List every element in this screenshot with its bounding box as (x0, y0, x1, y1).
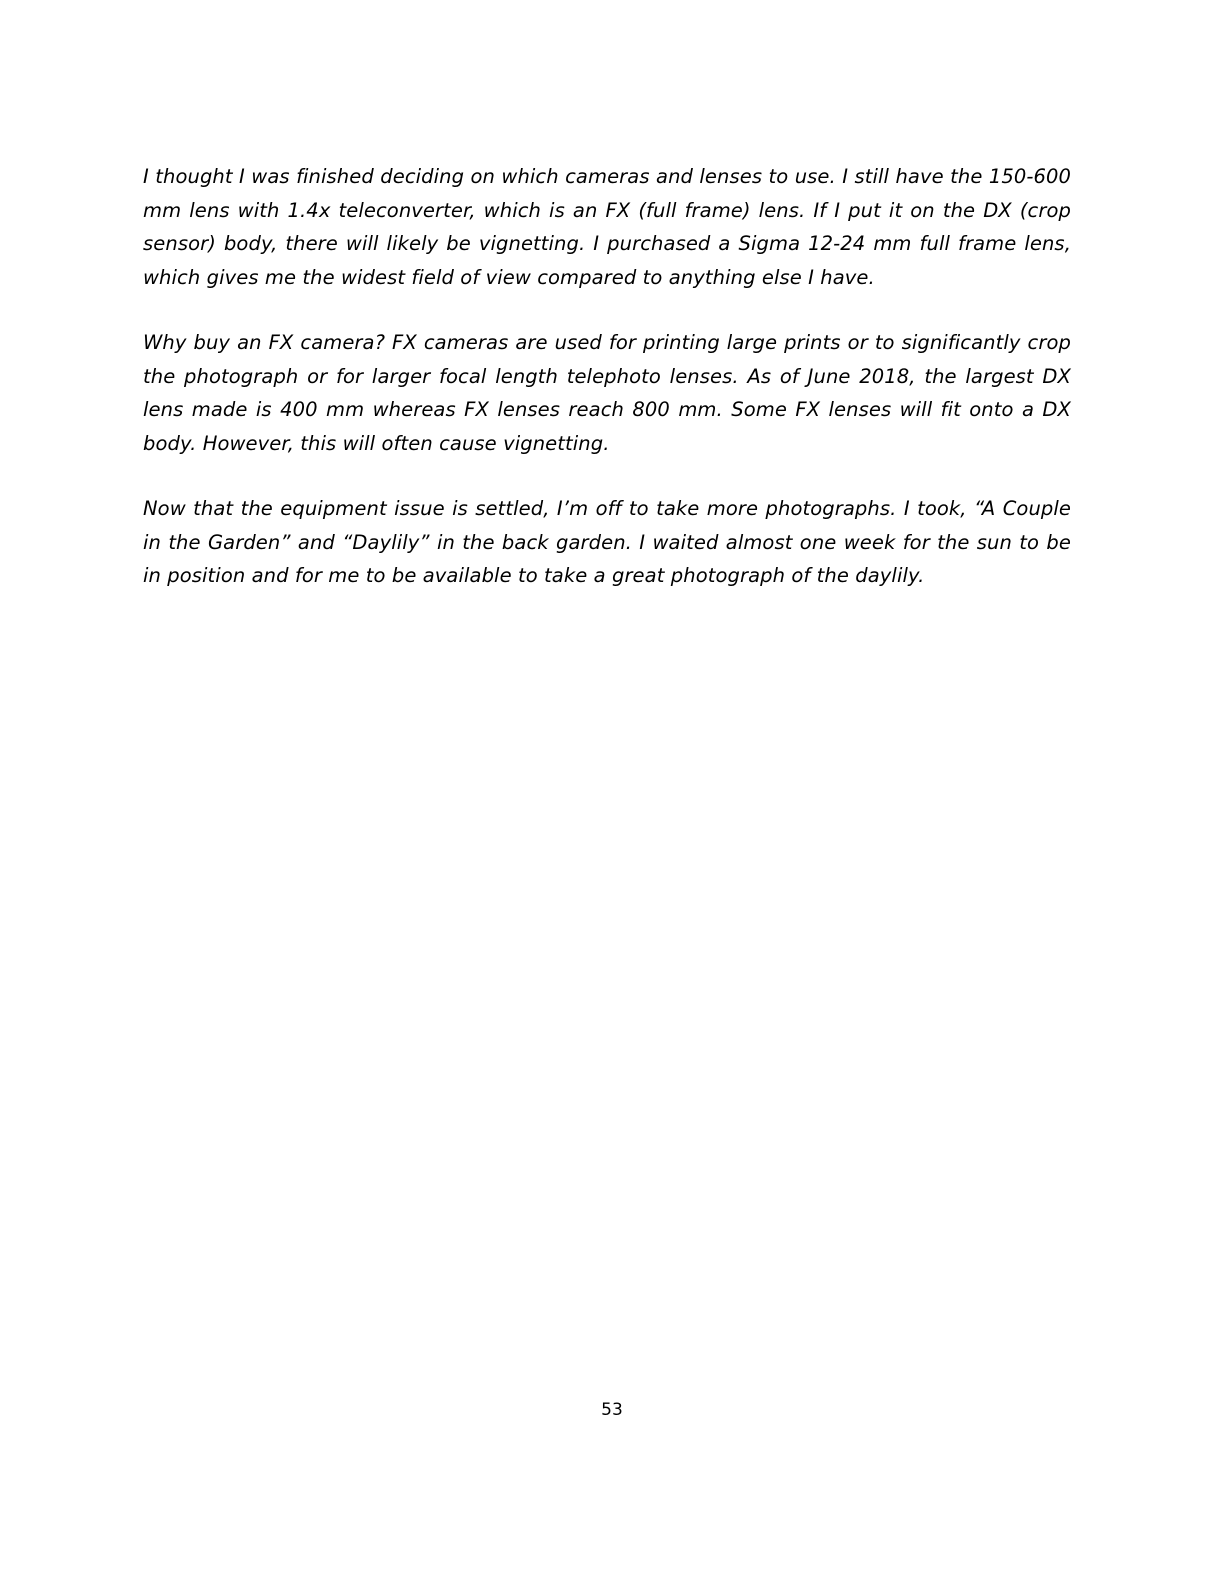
page-body-text (143, 160, 1071, 593)
page-number: 53 (601, 1400, 623, 1420)
body-paragraph-1: I thought I was finished deciding on which cameras and lenses to use. I still have the 150-600 mm lens with 1.4x teleconverter, which is an FX (full frame) lens. If I put it on the DX (crop sensor) body, there will likely be vignetting. I purchased a Sigma 12-24 mm full frame lens, which gives me the widest field of view compared to anything else I have. (143, 165, 1071, 289)
body-paragraph-3: Now that the equipment issue is settled, I’m off to take more photographs. I took, “A Couple in the Garden” and “Daylily” in the back garden. I waited almost one week for the sun to be in position and for me to be available to take a great photograph of the daylily. (143, 497, 1071, 587)
body-paragraph-2: Why buy an FX camera? FX cameras are used for printing large prints or to significantly crop the photograph or for larger focal length telephoto lenses. As of June 2018, the largest DX lens made is 400 mm whereas FX lenses reach 800 mm. Some FX lenses will fit onto a DX body. However, this will often cause vignetting. (143, 331, 1071, 455)
